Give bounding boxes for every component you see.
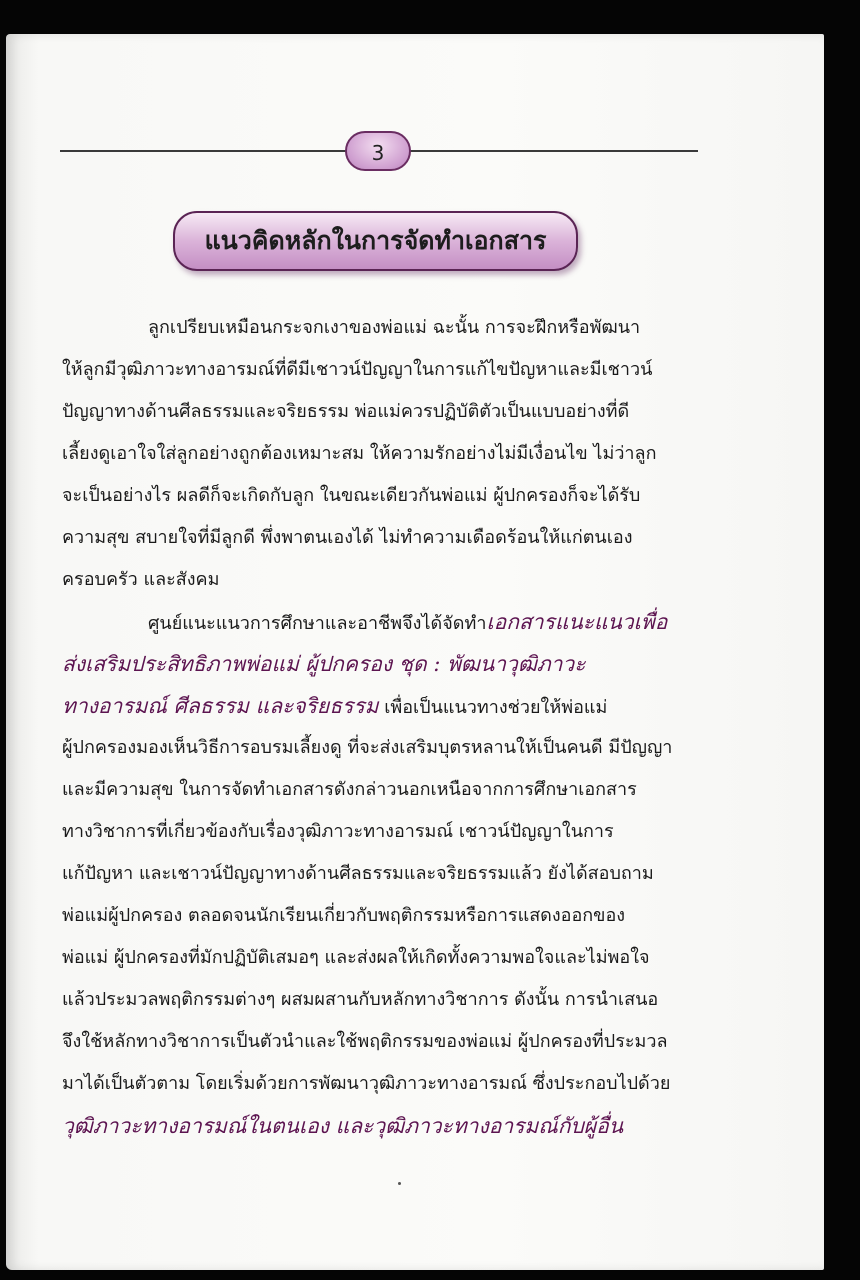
text-line [62,642,586,686]
text-plain: ศูนย์แนะแนวการศึกษาและอาชีพจึงได้จัดทำ [148,613,487,634]
text-line [148,600,667,644]
text-line [62,684,607,728]
text-line: ครอบครัว และสังคม [62,569,220,590]
text-line: แล้วประมวลพฤติกรรมต่างๆ ผสมผสานกับหลักทางวิชาการ ดังนั้น การนำเสนอ [62,989,659,1010]
text-line: ลูกเปรียบเหมือนกระจกเงาของพ่อแม่ ฉะนั้น การจะฝึกหรือพัฒนา [148,317,641,338]
text-line: ความสุข สบายใจที่มีลูกดี พึ่งพาตนเองได้ ไม่ทำความเดือดร้อนให้แก่ตนเอง [62,527,633,548]
text-line [62,1104,623,1148]
document-title-emphasis: เอกสารแนะแนวเพื่อ [486,610,668,634]
page-number: 3 [345,131,411,171]
text-line: ปัญญาทางด้านศีลธรรมและจริยธรรม พ่อแม่ควรปฏิบัติตัวเป็นแบบอย่างที่ดี [62,401,630,422]
section-title: แนวคิดหลักในการจัดทำเอกสาร [173,211,578,271]
closing-emphasis: วุฒิภาวะทางอารมณ์ในตนเอง และวุฒิภาวะทางอารมณ์กับผู้อื่น [62,1114,624,1138]
body-text [62,306,697,1186]
paper-speck [398,1182,401,1185]
text-line: ทางวิชาการที่เกี่ยวข้องกับเรื่องวุฒิภาวะทางอารมณ์ เชาวน์ปัญญาในการ [62,821,614,842]
document-title-emphasis: ทางอารมณ์ ศีลธรรม และจริยธรรม [62,694,379,718]
text-line: จึงใช้หลักทางวิชาการเป็นตัวนำและใช้พฤติกรรมของพ่อแม่ ผู้ปกครองที่ประมวล [62,1031,668,1052]
text-line: พ่อแม่ผู้ปกครอง ตลอดจนนักเรียนเกี่ยวกับพฤติกรรมหรือการแสดงออกของ [62,905,626,926]
text-line: และมีความสุข ในการจัดทำเอกสารดังกล่าวนอกเหนือจากการศึกษาเอกสาร [62,779,637,800]
text-line: เลี้ยงดูเอาใจใส่ลูกอย่างถูกต้องเหมาะสม ให้ความรักอย่างไม่มีเงื่อนไข ไม่ว่าลูก [62,443,657,464]
header-rule-left [60,150,350,152]
text-line: จะเป็นอย่างไร ผลดีก็จะเกิดกับลูก ในขณะเดียวกันพ่อแม่ ผู้ปกครองก็จะได้รับ [62,485,641,506]
header-rule-right [410,150,698,152]
document-title-emphasis: ส่งเสริมประสิทธิภาพพ่อแม่ ผู้ปกครอง ชุด : พัฒนาวุฒิภาวะ [62,652,586,676]
text-line: ให้ลูกมีวุฒิภาวะทางอารมณ์ที่ดีมีเชาวน์ปัญญาในการแก้ไขปัญหาและมีเชาวน์ [62,359,653,380]
text-line: มาได้เป็นตัวตาม โดยเริ่มด้วยการพัฒนาวุฒิภาวะทางอารมณ์ ซึ่งประกอบไปด้วย [62,1073,671,1094]
text-line: แก้ปัญหา และเชาวน์ปัญญาทางด้านศีลธรรมและจริยธรรมแล้ว ยังได้สอบถาม [62,863,654,884]
text-line: พ่อแม่ ผู้ปกครองที่มักปฏิบัติเสมอๆ และส่งผลให้เกิดทั้งความพอใจและไม่พอใจ [62,947,650,968]
text-line: ผู้ปกครองมองเห็นวิธีการอบรมเลี้ยงดู ที่จะส่งเสริมบุตรหลานให้เป็นคนดี มีปัญญา [62,737,673,758]
text-plain: เพื่อเป็นแนวทางช่วยให้พ่อแม่ [378,697,608,718]
